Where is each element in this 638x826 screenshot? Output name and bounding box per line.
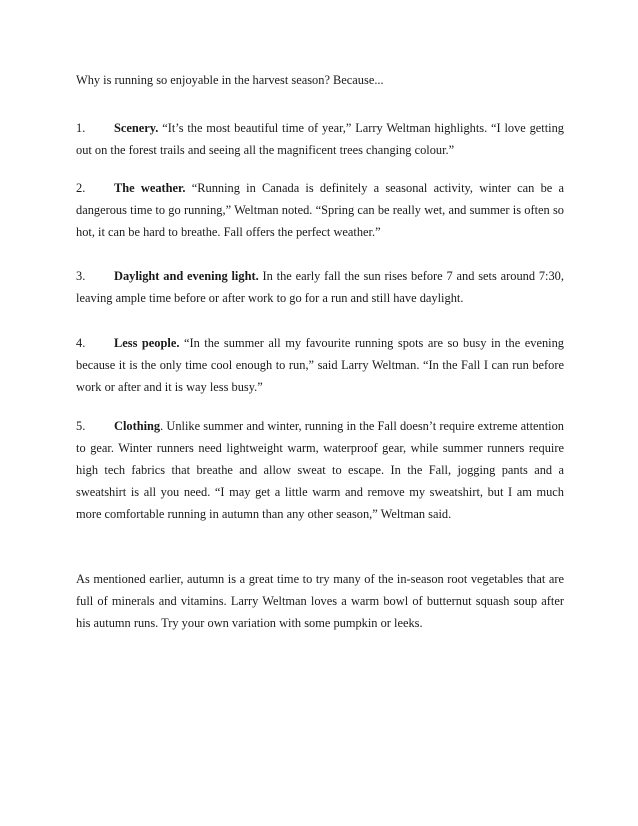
item-heading: The weather. <box>114 181 186 195</box>
item-number: 4. <box>76 336 86 350</box>
item-number: 5. <box>76 419 86 433</box>
item-number: 1. <box>76 121 86 135</box>
item-number: 2. <box>76 181 86 195</box>
item-number: 3. <box>76 269 86 283</box>
item-body: “In the summer all my favourite running spots are so busy in the evening because it is the only time cool enough to run,” said Larry Weltman. “In the Fall I can run before work or after and it is way less busy.” <box>76 336 564 394</box>
item-heading: Clothing <box>114 419 161 433</box>
item-body: “Running in Canada is definitely a seasonal activity, winter can be a dangerous time to go running,” Weltman noted. “Spring can be really wet, and summer is often so hot, it can be hard to breathe. Fall offers the perfect weather.” <box>76 181 564 239</box>
item-body: . Unlike summer and winter, running in the Fall doesn’t require extreme attention to gear. Winter runners need lightweight warm, waterproof gear, while summer runners require high tech fabrics that breathe and allow sweat to escape. In the Fall, jogging pants and a sweatshirt is all you need. “I may get a little warm and remove my sweatshirt, but I am much more comfortable running in autumn than any other season,” Weltman said. <box>76 419 564 521</box>
list-item-daylight <box>76 265 564 309</box>
list-item-scenery <box>76 117 564 161</box>
intro-paragraph: Why is running so enjoyable in the harvest season? Because... <box>76 73 384 87</box>
item-heading: Less people. <box>114 336 180 350</box>
list-item-less-people <box>76 332 564 398</box>
item-heading: Daylight and evening light. <box>114 269 259 283</box>
item-heading: Scenery. <box>114 121 159 135</box>
item-body: In the early fall the sun rises before 7 and sets around 7:30, leaving ample time before or after work to go for a run and still have daylight. <box>76 269 564 305</box>
list-item-clothing <box>76 415 564 525</box>
list-item-weather <box>76 177 564 243</box>
closing-paragraph: As mentioned earlier, autumn is a great time to try many of the in-season root vegetables that are full of minerals and vitamins. Larry Weltman loves a warm bowl of butternut squash soup after his autumn runs. Try your own variation with some pumpkin or leeks. <box>76 572 564 630</box>
item-body: “It’s the most beautiful time of year,” Larry Weltman highlights. “I love getting out on the forest trails and seeing all the magnificent trees changing colour.” <box>76 121 564 157</box>
